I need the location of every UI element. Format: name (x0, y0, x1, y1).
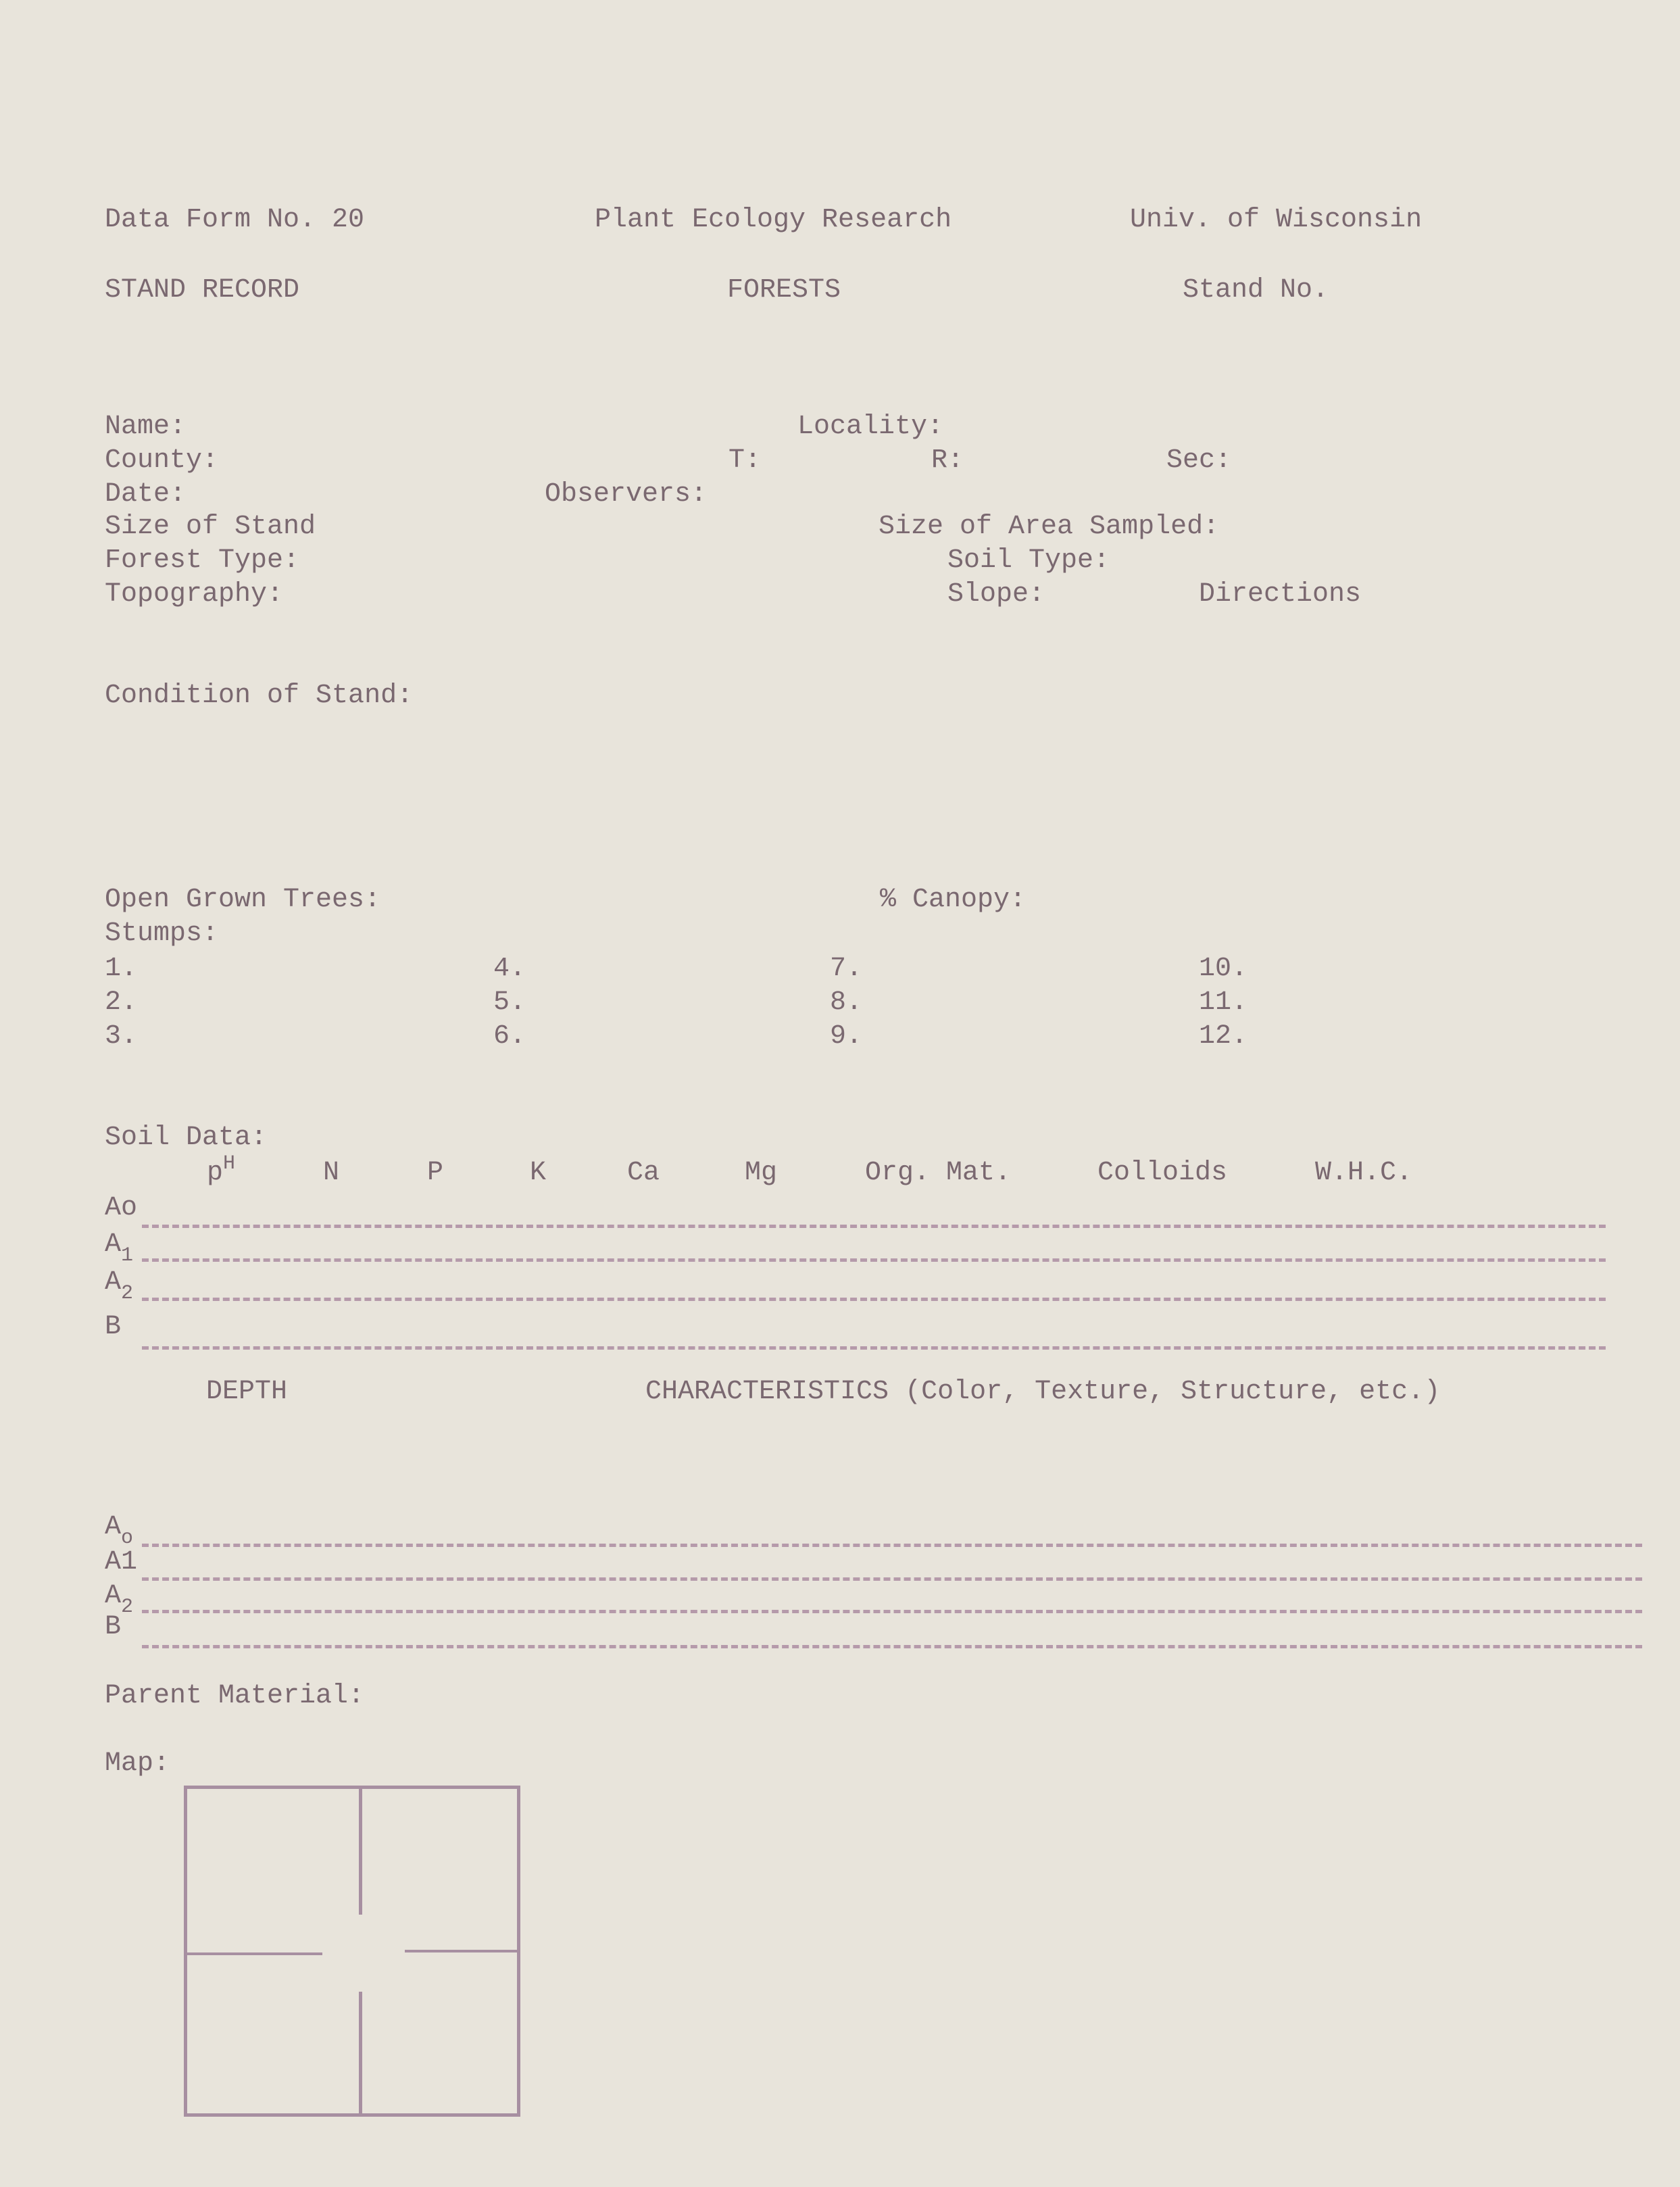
map-label: Map: (105, 1748, 170, 1779)
soil-data-rule (142, 1225, 1606, 1228)
profile-rule (142, 1577, 1642, 1581)
characteristics-header: CHARACTERISTICS (Color, Texture, Structure, etc.) (645, 1377, 1441, 1407)
col-header: N (323, 1158, 340, 1188)
forest-type-label: Forest Type: (105, 545, 300, 576)
map-divider (187, 1952, 322, 1955)
map-divider (405, 1950, 518, 1952)
profile-horizon-label: $A_o$ (105, 1512, 134, 1550)
profile-rule (142, 1610, 1642, 1613)
name-label: Name: (105, 412, 187, 442)
col-header: Org. Mat. (865, 1158, 1012, 1188)
stump-number: 11. (1199, 987, 1248, 1018)
project-title: Plant Ecology Research (595, 205, 952, 235)
map-divider (359, 1992, 362, 2115)
size-of-area-label: Size of Area Sampled: (879, 512, 1220, 542)
col-header-ph: $p^H$ (207, 1152, 236, 1188)
open-grown-trees-label: Open Grown Trees: (105, 885, 381, 915)
date-label: Date: (105, 479, 187, 510)
col-header: W.H.C. (1315, 1158, 1413, 1188)
observers-label: Observers: (545, 479, 708, 510)
col-header: Mg (745, 1158, 778, 1188)
stump-number: 2. (105, 987, 138, 1018)
col-header: P (427, 1158, 444, 1188)
map-divider (359, 1789, 362, 1915)
stump-number: 5. (493, 987, 526, 1018)
horizon-label: Ao (105, 1193, 138, 1223)
topography-label: Topography: (105, 579, 284, 610)
profile-horizon-label: B (105, 1612, 122, 1642)
stump-number: 8. (830, 987, 863, 1018)
slope-label: Slope: (947, 579, 1045, 610)
col-header: Colloids (1097, 1158, 1228, 1188)
condition-of-stand-label: Condition of Stand: (105, 681, 414, 711)
institution: Univ. of Wisconsin (1130, 205, 1423, 235)
size-of-stand-label: Size of Stand (105, 512, 316, 542)
profile-horizon-label: $A_2$ (105, 1581, 134, 1619)
profile-rule (142, 1645, 1642, 1648)
township-label: T: (728, 445, 762, 476)
stumps-label: Stumps: (105, 918, 219, 949)
profile-horizon-label: A1 (105, 1547, 138, 1577)
soil-data-title: Soil Data: (105, 1123, 268, 1153)
canopy-label: % Canopy: (880, 885, 1027, 915)
form-number: Data Form No. 20 (105, 205, 365, 235)
col-header: K (530, 1158, 547, 1188)
stump-number: 12. (1199, 1021, 1248, 1052)
record-type: STAND RECORD (105, 275, 300, 305)
parent-material-label: Parent Material: (105, 1681, 365, 1711)
stump-number: 10. (1199, 954, 1248, 984)
depth-header: DEPTH (206, 1377, 288, 1407)
category: FORESTS (727, 275, 841, 305)
soil-type-label: Soil Type: (947, 545, 1110, 576)
soil-data-rule (142, 1346, 1606, 1350)
stand-number-label: Stand No. (1183, 275, 1329, 305)
stump-number: 1. (105, 954, 138, 984)
stump-number: 3. (105, 1021, 138, 1052)
horizon-label: B (105, 1312, 122, 1342)
soil-data-rule (142, 1258, 1606, 1262)
horizon-label: $A_1$ (105, 1229, 134, 1267)
county-label: County: (105, 445, 219, 476)
profile-rule (142, 1544, 1642, 1547)
map-grid-box (184, 1786, 520, 2117)
stump-number: 6. (493, 1021, 526, 1052)
locality-label: Locality: (797, 412, 944, 442)
stump-number: 9. (830, 1021, 863, 1052)
col-header: Ca (627, 1158, 660, 1188)
horizon-label: $A_2$ (105, 1267, 134, 1305)
range-label: R: (931, 445, 964, 476)
soil-data-rule (142, 1298, 1606, 1301)
section-label: Sec: (1166, 445, 1232, 476)
directions-label: Directions (1199, 579, 1362, 610)
stump-number: 7. (830, 954, 863, 984)
stump-number: 4. (493, 954, 526, 984)
